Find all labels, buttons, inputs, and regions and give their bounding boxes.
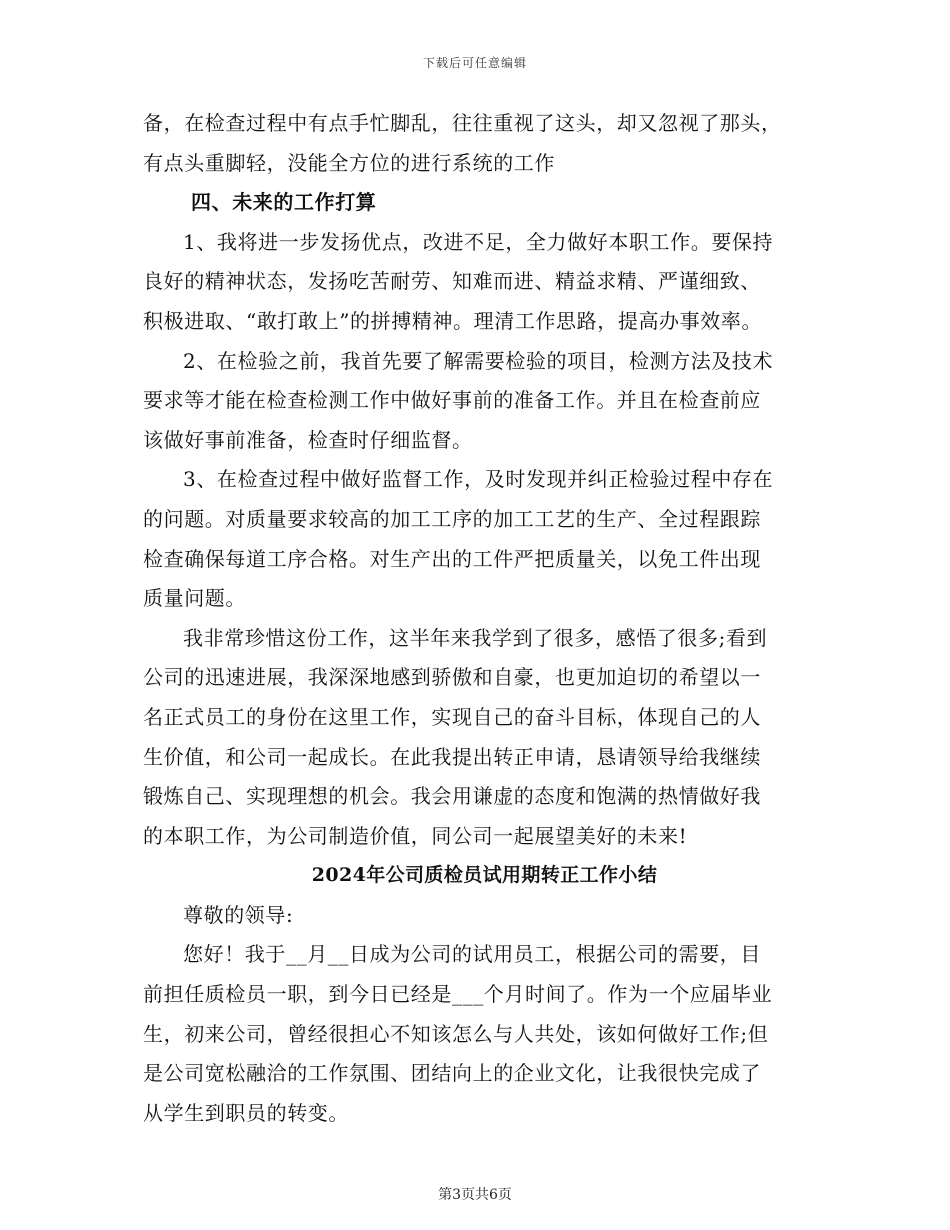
page-number: 第3页共6页 <box>438 1187 512 1203</box>
body-line: 良好的精神状态，发扬吃苦耐劳、知难而进、精益求精、严谨细致、 <box>143 269 761 294</box>
body-line: 有点头重脚轻，没能全方位的进行系统的工作 <box>143 150 555 175</box>
body-line: 备，在检查过程中有点手忙脚乱，往往重视了这头，却又忽视了那头， <box>143 111 782 135</box>
body-line: 2、在检验之前，我首先要了解需要检验的项目，检测方法及技术 <box>183 348 774 373</box>
body-line: 3、在检查过程中做好监督工作，及时发现并纠正检验过程中存在 <box>183 467 774 492</box>
body-line: 从学生到职员的转变。 <box>143 1100 349 1125</box>
section-heading: 四、未来的工作打算 <box>191 190 377 215</box>
body-line: 我非常珍惜这份工作，这半年来我学到了很多，感悟了很多;看到 <box>183 625 768 650</box>
body-line: 积极进取、“敢打敢上”的拼搏精神。理清工作思路，提高办事效率。 <box>143 308 763 333</box>
body-line: 生，初来公司，曾经很担心不知该怎么与人共处，该如何做好工作;但 <box>143 1021 769 1046</box>
body-line: 的本职工作，为公司制造价值，同公司一起展望美好的未来! <box>143 823 688 848</box>
body-line: 质量问题。 <box>143 586 246 611</box>
body-line: 生价值，和公司一起成长。在此我提出转正申请，恳请领导给我继续 <box>143 744 761 769</box>
body-line: 该做好事前准备，检查时仔细监督。 <box>143 427 473 452</box>
body-line: 1、我将进一步发扬优点，改进不足，全力做好本职工作。要保持 <box>183 229 774 254</box>
body-line: 的问题。对质量要求较高的加工工序的加工工艺的生产、全过程跟踪 <box>143 506 761 531</box>
body-line: 您好！我于__月__日成为公司的试用员工，根据公司的需要，目 <box>183 942 761 967</box>
body-line: 检查确保每道工序合格。对生产出的工件严把质量关，以免工件出现 <box>143 546 761 571</box>
body-line: 公司的迅速进展，我深深地感到骄傲和自豪，也更加迫切的希望以一 <box>143 665 761 690</box>
download-note: 下载后可任意编辑 <box>422 56 527 70</box>
body-line: 前担任质检员一职，到今日已经是___个月时间了。作为一个应届毕业 <box>143 982 773 1007</box>
document-body <box>143 104 808 1133</box>
salutation: 尊敬的领导: <box>183 902 294 927</box>
body-line: 是公司宽松融洽的工作氛围、团结向上的企业文化，让我很快完成了 <box>143 1061 761 1086</box>
body-line: 锻炼自己、实现理想的机会。我会用谦虚的态度和饱满的热情做好我 <box>143 784 761 809</box>
body-line: 要求等才能在检查检测工作中做好事前的准备工作。并且在检查前应 <box>143 388 761 413</box>
document-title: 2024年公司质检员试用期转正工作小结 <box>311 864 658 887</box>
body-line: 名正式员工的身份在这里工作，实现自己的奋斗目标，体现自己的人 <box>143 704 761 729</box>
